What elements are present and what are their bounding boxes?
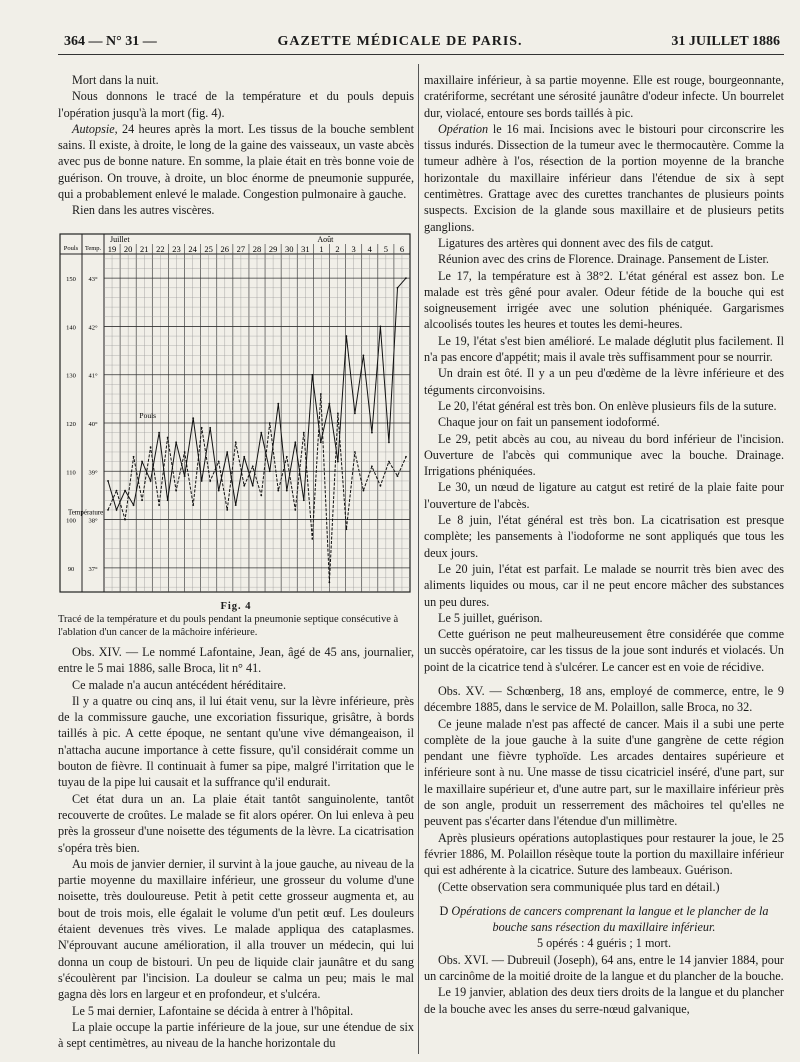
- caption-text: Tracé de la température et du pouls pendant la pneumonie septique consécutive à l'ablation d'un cancer de la mâchoire inférieure.: [58, 614, 399, 638]
- temperature-point: [201, 427, 203, 429]
- series-label-temperature: Température: [68, 508, 104, 517]
- day-label: 21: [140, 244, 149, 254]
- temperature-point: [311, 538, 313, 540]
- section-heading: [424, 903, 784, 936]
- paragraph: Ce jeune malade n'est pas affecté de cancer. Mais il a subi une perte complète de la joue gauche à la suite d'une gangrène de cette région pendant une fièvre typhoïde. Les arcades dentaires supérieure et inférieure sont à nu. Une masse de tissu cicatriciel inséré, d'une part, sur le maxillaire supérieur et, d'une autre part, sur le maxillaire inférieur près de son angle, produit un resserrement des mâchoires tel qu'elles ne peuvent pas s'écarter dans l'étendue d'un millimètre.: [424, 716, 784, 829]
- pulse-point: [328, 403, 330, 405]
- pulse-point: [124, 490, 126, 492]
- day-label: 1: [319, 244, 324, 254]
- pulse-point: [380, 326, 382, 328]
- temperature-point: [226, 509, 228, 511]
- day-label: 3: [351, 244, 356, 254]
- temperature-point: [175, 490, 177, 492]
- page-number: 364 — N° 31 —: [64, 34, 157, 49]
- temp-column-header: Temp.: [84, 245, 102, 252]
- pulse-point: [269, 470, 271, 472]
- temperature-point: [192, 504, 194, 506]
- temperature-point: [252, 466, 254, 468]
- day-label: 22: [156, 244, 165, 254]
- temp-tick-label: 39°: [88, 469, 98, 477]
- paragraph: Le 29, petit abcès au cou, au niveau du bord inférieur de l'incision. Ouverture de l'abcès qui communique avec la bouche. Drainage. Irrigations phéniquées.: [424, 431, 784, 479]
- temperature-point: [260, 495, 262, 497]
- temperature-point: [294, 509, 296, 511]
- temperature-point: [380, 485, 382, 487]
- pulse-point: [371, 432, 373, 434]
- temperature-point: [363, 490, 365, 492]
- day-label: 29: [268, 244, 278, 254]
- paragraph-text: 24 heures après la mort. Les tissus de la bouche semblent sains. Il existe, à droite, le long de la gaine des vaisseaux, un vaste abcès avec pus de bonne nature. En somme, la plaie était en très bonne voie de guérison. On trouve, à droite, un bloc énorme de pneumonie suppurée, qui a probablement enlevé le malade. Congestion pulmonaire à gauche.: [58, 121, 414, 202]
- paragraph: Le 20 juin, l'état est parfait. Le malade se nourrit très bien avec des aliments liquides ou mous, car il ne peut encore mâcher des substances un peu dures.: [424, 561, 784, 609]
- obs-lead: Obs. XIV.: [72, 645, 122, 659]
- paragraph-text: — Dubreuil (Joseph), 64 ans, entre le 14 janvier 1884, pour un carcinôme de la moitié droite de la langue et du plancher de la bouche.: [424, 952, 784, 984]
- pulse-point: [243, 456, 245, 458]
- paragraph: Ce malade n'a aucun antécédent héréditaire.: [72, 677, 287, 692]
- pulse-tick-label: 140: [66, 324, 76, 332]
- paragraph: Réunion avec des crins de Florence. Drainage. Pansement de Lister.: [438, 252, 769, 267]
- day-label: 24: [188, 244, 197, 254]
- left-column-bottom: [58, 644, 414, 1051]
- left-column-top: [58, 72, 414, 219]
- obs-lead: Obs. XV.: [438, 683, 485, 698]
- temperature-point: [337, 412, 339, 414]
- pulse-point: [388, 441, 390, 443]
- paragraph: [424, 952, 784, 985]
- temperature-point: [269, 422, 271, 424]
- pulse-point: [320, 441, 322, 443]
- paragraph: Ligatures des artères qui donnent avec des fils de catgut.: [438, 235, 714, 250]
- paragraph: [424, 121, 784, 235]
- paragraph: Le 17, la température est à 38°2. L'état général est assez bon. Le malade est très gêné pour avaler. Odeur fétide de la bouche qui est soigneusement irrigée avec une solution phéniquée. Gargarismes alcoolisés toutes les heures et toutes les demi-heures.: [424, 268, 784, 332]
- temp-tick-label: 37°: [88, 565, 98, 573]
- pulse-tick-label: 100: [66, 517, 76, 525]
- section-stats: 5 opérés : 4 guéris ; 1 mort.: [536, 936, 672, 951]
- pulse-point: [209, 427, 211, 429]
- temperature-point: [141, 499, 143, 501]
- temp-tick-label: 42°: [88, 324, 98, 332]
- paragraph: Chaque jour on fait un pansement iodoformé.: [438, 415, 660, 430]
- temperature-point: [116, 490, 118, 492]
- pulse-point: [363, 355, 365, 357]
- pulse-tick-label: 110: [66, 469, 76, 477]
- temperature-pulse-chart: [58, 228, 414, 598]
- paragraph: Le 20, l'état général est très bon. On enlève plusieurs fils de la suture.: [438, 398, 777, 413]
- header-rule: [58, 54, 784, 55]
- temperature-point: [124, 519, 126, 521]
- temperature-point: [167, 437, 169, 439]
- pulse-point: [235, 504, 237, 506]
- temperature-point: [277, 490, 279, 492]
- paragraph: Le 5 mai dernier, Lafontaine se décida à entrer à l'hôpital.: [72, 1003, 354, 1018]
- temperature-point: [209, 480, 211, 482]
- day-label: 6: [399, 244, 405, 254]
- paragraph: [424, 683, 784, 716]
- pulse-tick-label: 120: [66, 421, 76, 428]
- pulse-point: [167, 499, 169, 501]
- pulse-point: [158, 432, 160, 434]
- temperature-point: [371, 466, 373, 468]
- day-label: 25: [204, 244, 213, 254]
- paragraph: Un drain est ôté. Il y a un peu d'œdème de la lèvre inférieure et des téguments circonvoisins.: [424, 366, 784, 397]
- day-label: 20: [123, 244, 133, 254]
- temperature-point: [286, 456, 288, 458]
- figure-label: Fig. 4: [220, 601, 252, 612]
- temperature-point: [397, 475, 399, 477]
- day-label: 28: [252, 244, 262, 254]
- pulse-point: [405, 277, 407, 279]
- page-header: [0, 0, 800, 52]
- pulse-point: [218, 490, 220, 492]
- pulse-point: [286, 490, 288, 492]
- pulse-point: [303, 499, 305, 501]
- pulse-tick-label: 130: [66, 372, 76, 380]
- paragraph: Après plusieurs opérations autoplastiques pour restaurer la joue, le 25 février 1886, M. Polaillon résèque toute la portion du maxillaire inférieur qui est adhérente à la cicatrice. Suture des lambeaux. Guérison.: [424, 830, 784, 878]
- paragraph: Nous donnons le tracé de la température et du pouls depuis l'opération jusqu'à la mort (fig. 4).: [58, 89, 414, 120]
- paragraph: Le 30, un nœud de ligature au catgut est retiré de la plaie faite pour l'ouverture de l'abcès.: [424, 480, 784, 511]
- temperature-point: [303, 432, 305, 434]
- day-label: 31: [301, 244, 310, 254]
- temperature-point: [243, 485, 245, 487]
- pulse-point: [184, 475, 186, 477]
- journal-title: GAZETTE MÉDICALE DE PARIS.: [277, 34, 523, 49]
- temperature-point: [328, 581, 330, 583]
- paragraph-text: — Schœnberg, 18 ans, employé de commerce, entre, le 9 décembre 1885, dans le service de M. Polaillon, salle Broca, no 32.: [424, 683, 785, 715]
- temperature-point: [158, 504, 160, 506]
- day-label: 19: [107, 244, 117, 254]
- figure-caption: [58, 600, 414, 639]
- paragraph: Le 5 juillet, guérison.: [438, 610, 543, 625]
- day-label: 2: [335, 244, 340, 254]
- paragraph: La plaie occupe la partie inférieure de la joue, sur une étendue de six à sept centimètres, au niveau de la hanche horizontale du: [58, 1019, 414, 1051]
- pulse-point: [252, 485, 254, 487]
- pulse-point: [192, 417, 194, 419]
- pulse-point: [226, 451, 228, 453]
- obs-lead: Obs. XVI.: [438, 952, 489, 967]
- paragraph: Le 19, l'état s'est bien amélioré. Le malade déglutit plus facilement. Il n'a pas encore d'appétit; mais il avale très suffisamment pour se nourrir.: [424, 333, 784, 365]
- paragraph-text: le 16 mai. Incisions avec le bistouri pour circonscrire les tissus indurés. Dissection de la tumeur avec le thermocautère. Comme la tumeur adhère à l'os, résection de la portion moyenne de la branche horizontale du maxillaire inférieur dans l'étendue de six à sept centimètres. Grattage avec des curettes tranchantes de plusieurs points suspects. Excision de la glande sous maxillaire et de plusieurs petits ganglions.: [424, 121, 784, 234]
- pulse-point: [107, 480, 109, 482]
- temperature-point: [345, 528, 347, 530]
- pulse-point: [277, 403, 279, 405]
- day-label: 26: [220, 244, 230, 254]
- paragraph: Il y a quatre ou cinq ans, il lui était venu, sur la lèvre inférieure, près de la commissure gauche, une excoriation fissurique, grisâtre, à bords taillés à pic. A cette époque, ne sentant qu'une vive démangeaison, il n'attacha aucune importance à cette fissure, qu'il considérait comme un bouton de fièvre. Il continuait à fumer sa pipe, malgré l'irritation que le tuyau de la pipe lui causait et la suffrance qu'il endurait.: [58, 693, 414, 790]
- month-label: Juillet: [110, 235, 130, 244]
- temp-tick-label: 38°: [88, 517, 98, 525]
- temperature-point: [405, 456, 407, 458]
- paragraph: Cette guérison ne peut malheureusement être considérée que comme un succès opératoire, car les tissus de la joue sont indurés et violacés. Un point de la cicatrice tend à s'ulcérer. Le cancer est en voie de récidive.: [424, 627, 784, 674]
- paragraph: [58, 121, 414, 202]
- pulse-point: [133, 504, 135, 506]
- italic-lead: Autopsie,: [72, 121, 118, 136]
- italic-lead: Opération: [438, 121, 489, 136]
- temperature-point: [354, 451, 356, 453]
- temperature-point: [133, 456, 135, 458]
- paragraph: maxillaire inférieur, à sa partie moyenne. Elle est rouge, bourgeonnante, cratériforme, secrétant une sérosité jaunâtre d'odeur infecte. Un bourrelet dur, violacé, entoure ses bords taillés à pic.: [424, 73, 784, 120]
- pulse-tick-label: 150: [66, 276, 76, 284]
- paragraph-text: — Le nommé Lafontaine, Jean, âgé de 45 ans, journalier, entre le 5 mai 1886, salle Broca, lit n° 41.: [58, 645, 414, 676]
- temperature-point: [184, 451, 186, 453]
- pulse-point: [201, 480, 203, 482]
- pulse-point: [116, 509, 118, 511]
- section-letter: D: [439, 903, 449, 918]
- pulse-column-header: Pouls: [63, 245, 79, 252]
- paragraph: (Cette observation sera communiquée plus tard en détail.): [438, 879, 720, 894]
- day-label: 27: [236, 244, 246, 254]
- temperature-point: [218, 461, 220, 463]
- pulse-point: [311, 374, 313, 376]
- pulse-point: [397, 287, 399, 289]
- temperature-point: [388, 461, 390, 463]
- paragraph: Le 8 juin, l'état général est très bon. La cicatrisation est presque complète; les pansements à l'iodoforme ne sont appliqués que tous les deux jours.: [424, 513, 784, 560]
- temp-tick-label: 41°: [88, 372, 98, 380]
- paragraph: Cet état dura un an. La plaie était tantôt sanguinolente, tantôt recouverte de croûtes. Le malade se fit alors opérer. On lui enleva à peu près la grosseur d'une noisette des téguments de la lèvre. La cicatrisation s'opéra très bien.: [58, 791, 414, 855]
- chart-svg: [58, 228, 414, 598]
- paragraph: Mort dans la nuit.: [72, 73, 159, 87]
- paragraph: [58, 644, 414, 677]
- paragraph: Le 19 janvier, ablation des deux tiers droits de la langue et du plancher de la bouche avec les anses du serre-nœud galvanique,: [424, 985, 784, 1016]
- paragraph: Rien dans les autres viscères.: [72, 203, 215, 218]
- pulse-point: [337, 461, 339, 463]
- month-label: Août: [317, 235, 334, 244]
- pulse-point: [141, 461, 143, 463]
- pulse-point: [175, 441, 177, 443]
- temp-tick-label: 43°: [88, 276, 98, 284]
- section-title: Opérations de cancers comprenant la langue et le plancher de la bouche sans résection du maxillaire inférieur.: [451, 903, 769, 935]
- temperature-point: [320, 393, 322, 395]
- day-label: 4: [367, 244, 372, 254]
- pulse-point: [294, 441, 296, 443]
- column-divider: [418, 64, 419, 1054]
- issue-date: 31 JUILLET 1886: [671, 34, 780, 49]
- pulse-point: [354, 412, 356, 414]
- right-column: [424, 72, 784, 1017]
- temperature-point: [107, 509, 109, 511]
- pulse-point: [150, 480, 152, 482]
- temperature-point: [150, 446, 152, 448]
- pulse-tick-label: 90: [67, 565, 75, 573]
- day-label: 23: [172, 244, 181, 254]
- series-label-pulse: Pouls: [139, 411, 157, 421]
- temperature-point: [235, 441, 237, 443]
- pulse-point: [260, 432, 262, 434]
- pulse-point: [345, 335, 347, 337]
- day-label: 5: [383, 244, 388, 254]
- day-label: 30: [284, 244, 294, 254]
- temp-tick-label: 40°: [88, 421, 98, 428]
- paragraph: Au mois de janvier dernier, il survint à la joue gauche, au niveau de la partie moyenne du maxillaire inférieur, une grosseur du volume d'une noisette, très douloureuse. Petit à petit cette grosseur augmenta et, au bout de trois mois, elle égalait le volume d'un petit œuf. Les douleurs étaient devenues très vives. Le malade appliqua des cataplasmes. N'éprouvant aucune amélioration, il alla trouver un médecin, qui lui donna un coup de bistouri. Un peu de liquide clair jaunâtre et du sang s'écoulèrent par l'incision. La douleur se calma un peu; mais le mal gagna dès lors en largeur et en profondeur, et s'ulcéra.: [58, 856, 414, 1002]
